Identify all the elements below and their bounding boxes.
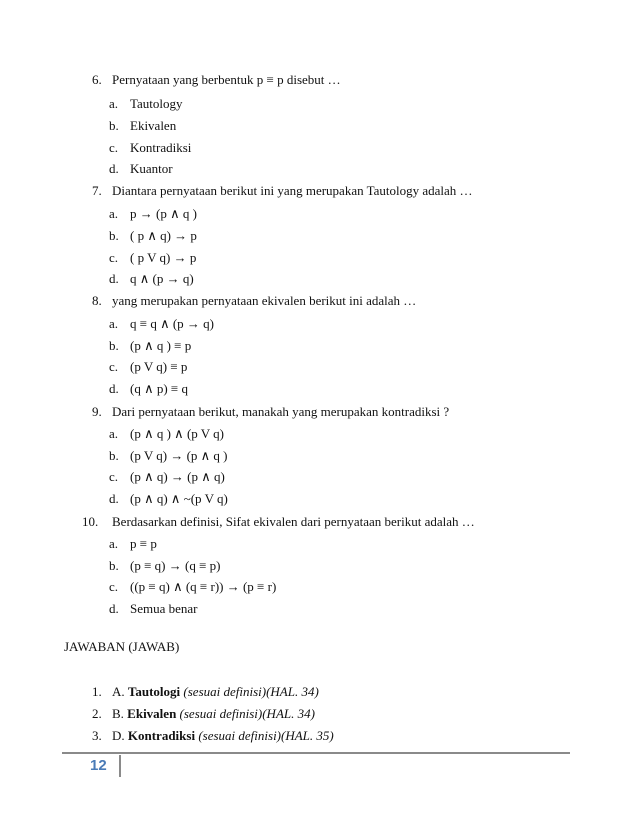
question-text: Diantara pernyataan berikut ini yang merupakan Tautology adalah … — [112, 183, 473, 198]
question-text: yang merupakan pernyataan ekivalen berikut ini adalah … — [112, 293, 417, 308]
answer-2: 2. B. Ekivalen (sesuai definisi)(HAL. 34) — [92, 706, 315, 721]
question-number: 10. — [82, 514, 99, 529]
footer-separator — [119, 755, 121, 777]
option-6b: b. Ekivalen — [109, 118, 177, 133]
option-10a: a. p ≡ p — [109, 536, 157, 551]
option-9b: b. (p V q) → (p ∧ q ) — [109, 448, 228, 463]
answer-1: 1. A. Tautologi (sesuai definisi)(HAL. 34) — [92, 684, 319, 699]
option-6d: d. Kuantor — [109, 161, 173, 176]
option-7a: a. p → (p ∧ q ) — [109, 206, 197, 221]
option-8a: a. q ≡ q ∧ (p → q) — [109, 316, 215, 331]
option-10b: b. (p ≡ q) → (q ≡ p) — [109, 558, 221, 573]
option-9a: a. (p ∧ q ) ∧ (p V q) — [109, 426, 225, 441]
option-9c: c. (p ∧ q) → (p ∧ q) — [109, 469, 225, 484]
answer-3: 3. D. Kontradiksi (sesuai definisi)(HAL. 35) — [92, 728, 334, 743]
question-9 — [92, 404, 449, 420]
question-number: 7. — [92, 183, 102, 198]
answers-heading: JAWABAN (JAWAB) — [64, 639, 180, 654]
option-7d: d. q ∧ (p → q) — [109, 271, 194, 286]
option-6a: a. Tautology — [109, 96, 183, 111]
question-8 — [92, 293, 416, 309]
option-9d: d. (p ∧ q) ∧ ~(p V q) — [109, 491, 228, 506]
option-7b: b. ( p ∧ q) → p — [109, 228, 197, 243]
question-6 — [92, 72, 341, 88]
option-8c: c. (p V q) ≡ p — [109, 359, 188, 374]
question-number: 6. — [92, 72, 102, 87]
question-number: 9. — [92, 404, 102, 419]
option-8d: d. (q ∧ p) ≡ q — [109, 381, 189, 396]
question-number: 8. — [92, 293, 102, 308]
question-text: Berdasarkan definisi, Sifat ekivalen dari pernyataan berikut adalah … — [112, 514, 475, 529]
page-number: 12 — [90, 757, 107, 774]
question-text: Pernyataan yang berbentuk p ≡ p disebut … — [112, 72, 341, 87]
footer-rule — [62, 752, 570, 754]
question-10 — [82, 514, 475, 530]
question-7 — [92, 183, 473, 199]
option-6c: c. Kontradiksi — [109, 140, 192, 155]
option-10c: c. ((p ≡ q) ∧ (q ≡ r)) → (p ≡ r) — [109, 579, 277, 594]
question-text: Dari pernyataan berikut, manakah yang merupakan kontradiksi ? — [112, 404, 450, 419]
option-7c: c. ( p V q) → p — [109, 250, 197, 265]
option-8b: b. (p ∧ q ) ≡ p — [109, 338, 192, 353]
option-10d: d. Semua benar — [109, 601, 198, 616]
